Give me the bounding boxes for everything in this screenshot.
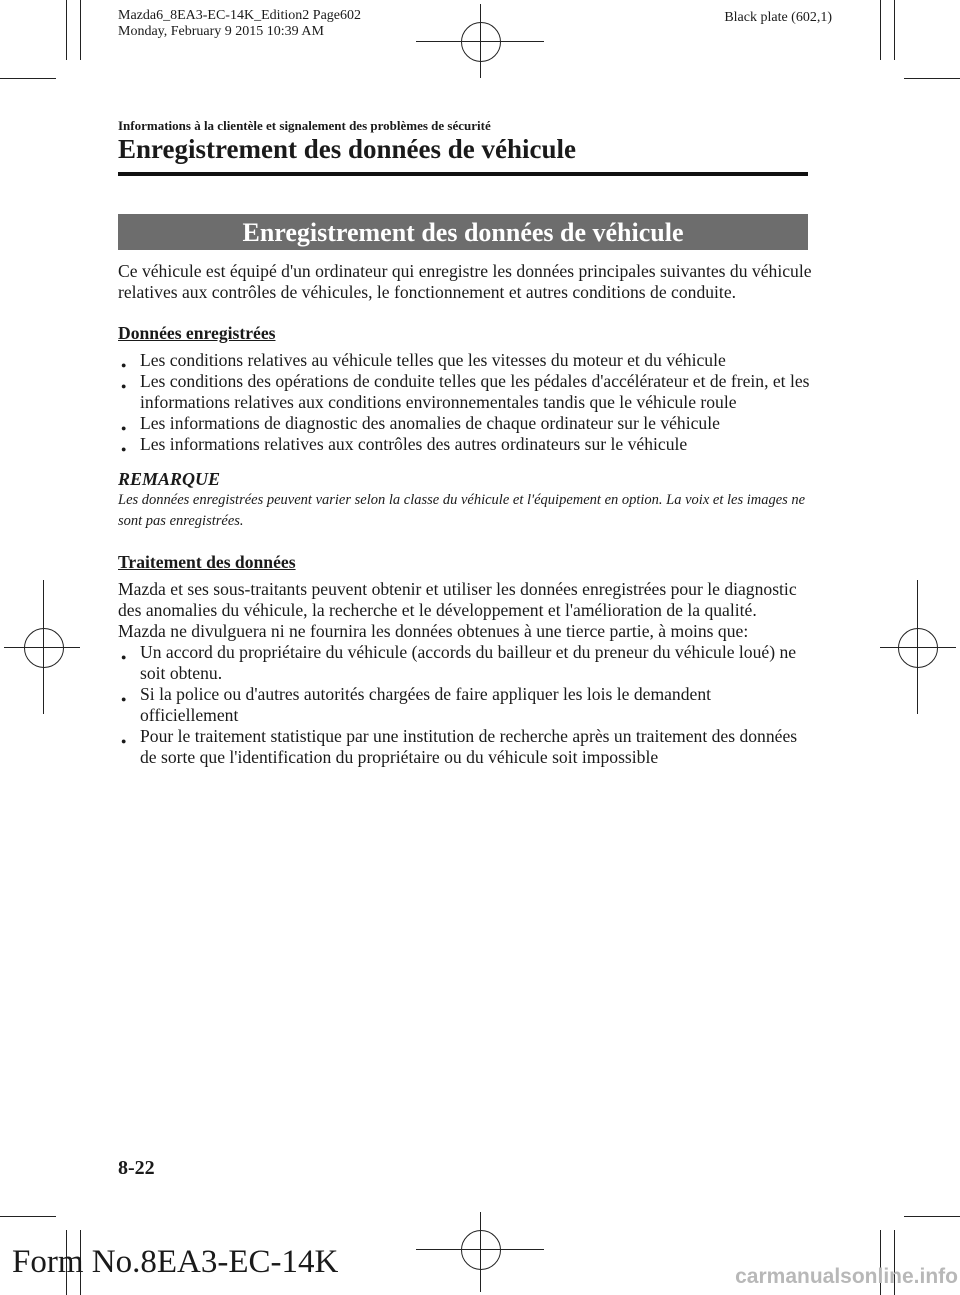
section-header: Informations à la clientèle et signalement des problèmes de sécurité: [118, 118, 491, 133]
list-item: ● Si la police ou d'autres autorités chargées de faire appliquer les lois le demandent officiellement: [118, 684, 813, 726]
list-item: ● Les informations relatives aux contrôles des autres ordinateurs sur le véhicule: [118, 434, 813, 455]
crop-mark: [80, 0, 81, 60]
file-line: Mazda6_8EA3-EC-14K_Edition2 Page602: [118, 8, 362, 23]
section-banner: Enregistrement des données de véhicule: [118, 214, 808, 250]
registration-mark: [898, 628, 938, 668]
list-item: ● Les informations de diagnostic des anomalies de chaque ordinateur sur le véhicule: [118, 413, 813, 434]
page-title: Enregistrement des données de véhicule: [118, 134, 576, 164]
title-rule: [118, 172, 808, 176]
body-content: [118, 261, 813, 768]
intro-paragraph: Ce véhicule est équipé d'un ordinateur qui enregistre les données principales suivantes du véhicule relatives aux contrôles de véhicules, le fonctionnement et autres conditions de conduite.: [118, 261, 812, 302]
note-text: Les données enregistrées peuvent varier selon la classe du véhicule et l'équipement en option. La voix et les images ne sont pas enregistrées.: [118, 492, 806, 529]
processing-paragraph: Mazda et ses sous-traitants peuvent obtenir et utiliser les données enregistrées pour le diagnostic des anomalies du véhicule, la recherche et le développement et l'amélioration de la qualité.: [118, 579, 797, 620]
form-number: Form No.8EA3-EC-14K: [12, 1244, 339, 1280]
print-meta: [118, 8, 361, 40]
page-number: 8-22: [118, 1157, 155, 1179]
crop-mark: [904, 78, 960, 79]
crop-mark: [66, 0, 67, 60]
note-title: REMARQUE: [118, 469, 221, 489]
list-item: ● Pour le traitement statistique par une institution de recherche après un traitement des données de sorte que l'identification du propriétaire ou du véhicule soit impossible: [118, 726, 813, 768]
recorded-data-list: [118, 350, 813, 455]
crop-mark: [0, 78, 56, 79]
registration-mark: [24, 628, 64, 668]
crop-mark: [0, 1216, 56, 1217]
crop-mark: [416, 1249, 544, 1250]
list-item: ● Les conditions relatives au véhicule telles que les vitesses du moteur et du véhicule: [118, 350, 813, 371]
crop-mark: [880, 647, 956, 648]
disclosure-list: [118, 642, 813, 768]
watermark: carmanualsonline.info: [735, 1265, 958, 1288]
list-item: ● Un accord du propriétaire du véhicule (accords du bailleur et du preneur du véhicule loué) ne soit obtenu.: [118, 642, 813, 684]
crop-mark: [4, 647, 80, 648]
crop-mark: [480, 1212, 481, 1292]
processing-heading: Traitement des données: [118, 552, 296, 572]
date-line: Monday, February 9 2015 10:39 AM: [118, 24, 324, 39]
registration-mark: [461, 1230, 501, 1270]
disclosure-paragraph: Mazda ne divulguera ni ne fournira les données obtenues à une tierce partie, à moins que:: [118, 621, 749, 641]
registration-mark: [461, 22, 501, 62]
crop-mark: [416, 41, 544, 42]
plate-label: Black plate (602,1): [724, 10, 832, 25]
crop-mark: [904, 1216, 960, 1217]
list-item: ● Les conditions des opérations de conduite telles que les pédales d'accélérateur et de frein, et les informations relatives aux conditions environnementales tandis que le véhicule roule: [118, 371, 813, 413]
recorded-data-heading: Données enregistrées: [118, 323, 276, 343]
crop-mark: [894, 0, 895, 60]
crop-mark: [880, 0, 881, 60]
